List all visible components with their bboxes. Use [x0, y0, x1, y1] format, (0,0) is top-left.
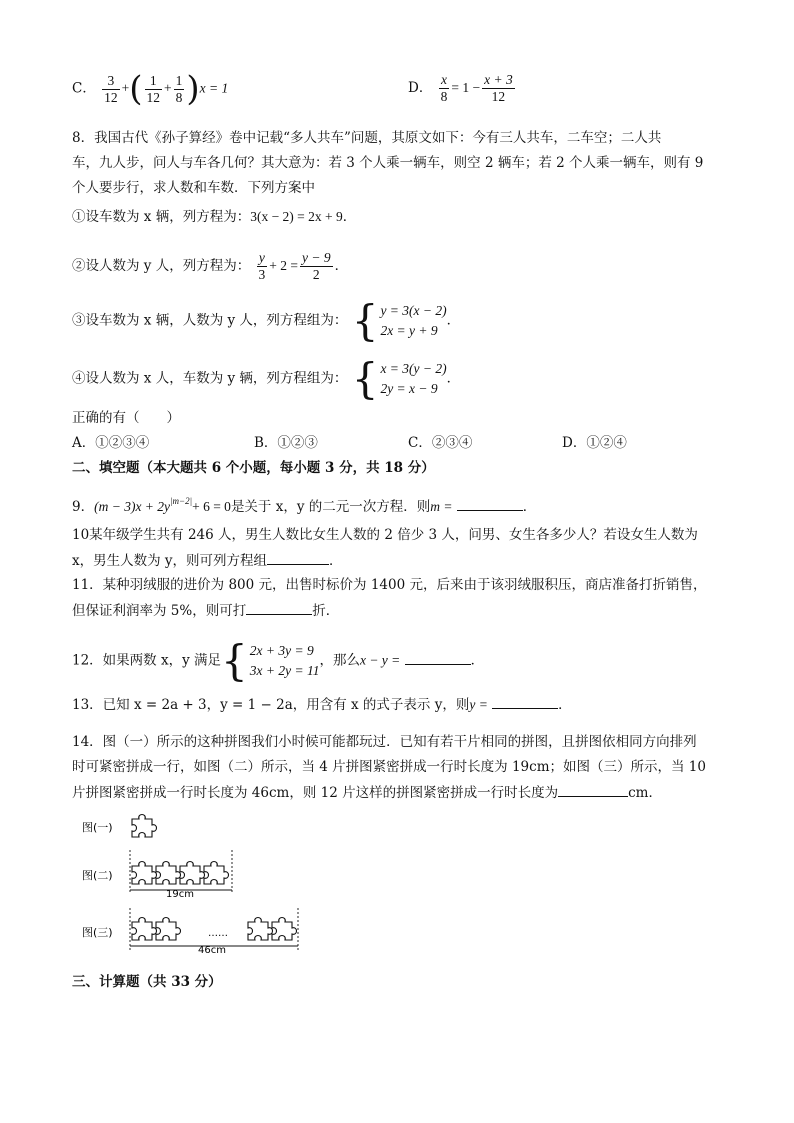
option-d: D． $\frac{x}{8}$ = 1 − $\frac{x + 3}{12}$ — [408, 72, 513, 104]
answer-blank[interactable] — [457, 496, 523, 511]
fraction: $\frac{y - 9}{2}$ — [302, 250, 331, 282]
ellipsis: …… — [208, 928, 228, 939]
q13: 13．已知 x = 2a + 3，y = 1 − 2a，用含有 x 的式子表示 y，则y = ． — [72, 694, 572, 715]
q11-line1: 11．某种羽绒服的进价为 800 元，出售时标价为 1400 元，后来由于该羽绒服积压，商店准备打折销售， — [72, 577, 707, 593]
q8-option-a: A．①②③④ — [72, 435, 150, 451]
section-2-heading: 二、填空题（本大题共 6 个小题，每小题 3 分，共 18 分） — [72, 460, 435, 476]
q14-line1: 14．图（一）所示的这种拼图我们小时候可能都玩过．已知有若干片相同的拼图，且拼图依相同方向排列 — [72, 734, 697, 750]
q10-line1: 10某年级学生共有 246 人，男生人数比女生人数的 2 倍少 3 人，问男、女生各多少人？若设女生人数为 — [72, 527, 698, 543]
fig1-label: 图(一) — [82, 821, 113, 834]
option-c: C． $\frac{3}{12}$ +( $\frac{1}{12}$ + $\frac{1}{8}$ )x = 1 — [72, 69, 229, 109]
q8-statement-2: ②设人数为 y 人，列方程为： $\frac{y}{3}$ + 2 = $\frac{y - 9}{2}$ ． — [72, 250, 349, 282]
answer-blank[interactable] — [492, 694, 558, 709]
fraction: $\frac{y}{3}$ — [258, 250, 266, 282]
length-label-46: 46cm — [198, 945, 226, 956]
q8-option-c: C．②③④ — [408, 435, 473, 451]
q12: 12．如果两数 x，y 满足{ 2x + 3y = 9 3x + 2y = 11 ，那么x − y = ． — [72, 636, 485, 685]
q8-option-d: D．①②④ — [562, 435, 627, 451]
fraction: $\frac{x}{8}$ — [440, 72, 448, 104]
answer-blank[interactable] — [405, 650, 471, 665]
q8-line2: 车，九人步，问人与车各几何？其大意为：若 3 个人乘一辆车，则空 2 辆车；若 2 个人乘一辆车，则有 9 — [72, 155, 704, 171]
q10-line2: x，男生人数为 y，则可列方程组 ． — [72, 550, 343, 571]
fraction: $\frac{3}{12}$ — [104, 72, 118, 105]
q8-statement-3: ③设车数为 x 辆，人数为 y 人，列方程组为： { y = 3(x − 2) 2x = y + 9 ． — [72, 296, 461, 345]
q8-option-b: B．①②③ — [254, 435, 318, 451]
q14-line3: 片拼图紧密拼成一行时长度为 46cm，则 12 片这样的拼图紧密拼成一行时长度为 cm． — [72, 782, 662, 803]
q8-statement-1: ①设车数为 x 辆，列方程为：3(x − 2) = 2x + 9． — [72, 209, 357, 225]
q8-line1: 8．我国古代《孙子算经》卷中记载“多人共车”问题，其原文如下：今有三人共车，二车空；二人共 — [72, 130, 662, 146]
length-label-19: 19cm — [166, 889, 194, 900]
fig2-label: 图(二) — [82, 869, 113, 882]
fraction: $\frac{1}{8}$ — [175, 72, 183, 105]
q8-statement-4: ④设人数为 x 人，车数为 y 辆，列方程组为： { x = 3(y − 2) 2y = x − 9 ． — [72, 354, 461, 403]
fraction: $\frac{1}{12}$ — [146, 72, 161, 105]
answer-blank[interactable] — [246, 600, 312, 615]
fig3-label: 图(三) — [82, 926, 113, 939]
answer-blank[interactable] — [558, 782, 628, 797]
q11-line2: 但保证利润率为 5%，则可打 折． — [72, 600, 339, 621]
section-3-heading: 三、计算题（共 33 分） — [72, 974, 222, 990]
q14-line2: 时可紧密拼成一行，如图（二）所示，当 4 片拼图紧密拼成一行时长度为 19cm；如图（三）所示，当 10 — [72, 759, 706, 775]
q8-ask: 正确的有（ ） — [72, 410, 180, 426]
q8-line3: 个人要步行，求人数和车数．下列方案中 — [72, 180, 315, 196]
puzzle-figure — [80, 810, 320, 960]
q9: 9．$(m - 3)x + 2y^{|m-2|}+ 6 = 0$是关于 x，y 的二元一次方程．则m = ． — [72, 496, 537, 515]
fraction: $\frac{x + 3}{12}$ — [484, 72, 513, 104]
answer-blank[interactable] — [267, 550, 329, 565]
